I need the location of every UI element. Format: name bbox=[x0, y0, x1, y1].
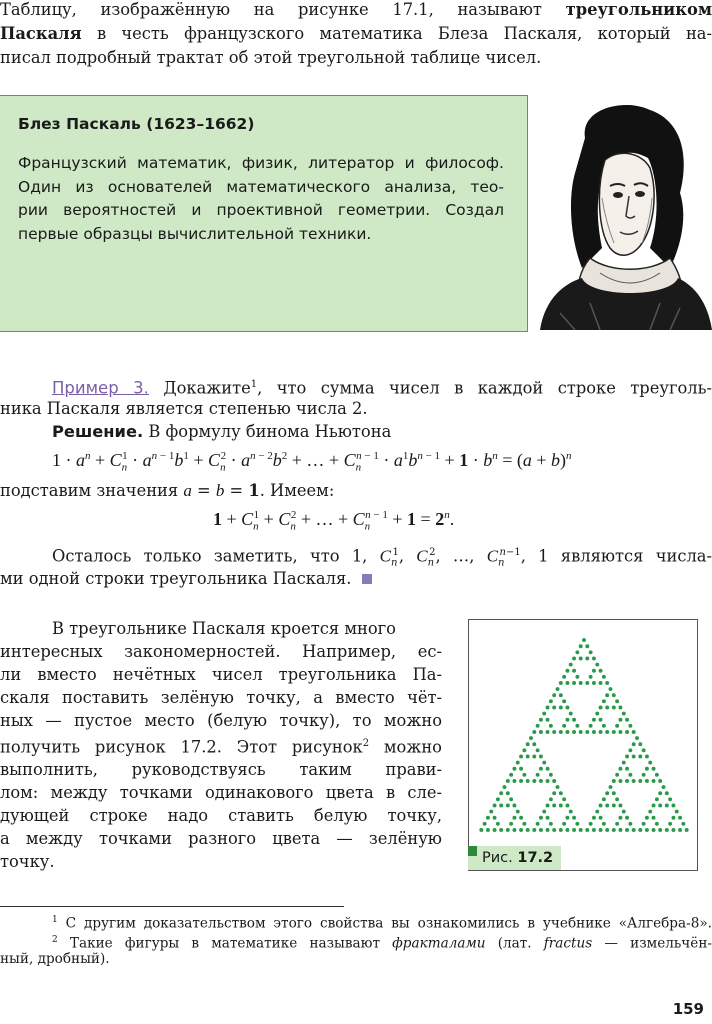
fractal-dot bbox=[519, 828, 523, 832]
fractal-dot bbox=[685, 828, 689, 832]
fractal-dot bbox=[599, 669, 603, 673]
fractal-dot bbox=[489, 810, 493, 814]
fractal-dot bbox=[532, 742, 536, 746]
biography-line: Французский математик, физик, литератор и философ. bbox=[18, 154, 504, 172]
fractal-dot bbox=[479, 828, 483, 832]
fractal-dot bbox=[615, 773, 619, 777]
fractal-dot bbox=[572, 718, 576, 722]
fractal-dot bbox=[565, 803, 569, 807]
fractal-dot bbox=[542, 810, 546, 814]
fractal-dot bbox=[638, 754, 642, 758]
fractal-dot bbox=[592, 816, 596, 820]
fractal-dot bbox=[562, 699, 566, 703]
fractal-dot bbox=[509, 797, 513, 801]
fractal-dot bbox=[579, 681, 583, 685]
pascal-portrait-icon bbox=[530, 98, 712, 330]
fractal-dot bbox=[602, 675, 606, 679]
fractal-dot bbox=[549, 724, 553, 728]
fractal-dot bbox=[671, 816, 675, 820]
fractal-dot bbox=[575, 724, 579, 728]
solution-line: Решение. В формулу бинома Ньютона bbox=[52, 422, 392, 441]
body-line: ных — пустое место (белую точку), то можно bbox=[0, 711, 442, 730]
fractal-dot bbox=[546, 705, 550, 709]
sum-formula: $1 + C_n^1 + C_n^2$ + … + $C_n^{n - 1} + 1 = 2^n$. bbox=[213, 509, 455, 533]
fractal-dot bbox=[503, 785, 507, 789]
fractal-dot bbox=[483, 822, 487, 826]
fractal-dot bbox=[642, 748, 646, 752]
fractal-dot bbox=[539, 754, 543, 758]
fractal-dot bbox=[632, 742, 636, 746]
fractal-dot bbox=[572, 681, 576, 685]
fractal-dot bbox=[665, 803, 669, 807]
fractal-dot bbox=[585, 828, 589, 832]
body-line: ли вместо нечётных чисел треугольника Па- bbox=[0, 665, 442, 684]
fractal-dot bbox=[589, 675, 593, 679]
fractal-dot bbox=[632, 754, 636, 758]
fractal-dot bbox=[582, 638, 586, 642]
fractal-dot bbox=[536, 724, 540, 728]
fractal-dot bbox=[499, 828, 503, 832]
fractal-dot bbox=[539, 816, 543, 820]
fractal-dot bbox=[549, 822, 553, 826]
fractal-dot bbox=[678, 816, 682, 820]
fractal-dot bbox=[652, 828, 656, 832]
fractal-dot bbox=[612, 693, 616, 697]
body-line: выполнить, руководствуясь таким прави- bbox=[0, 760, 442, 780]
fractal-dot bbox=[612, 730, 616, 734]
fractal-dot bbox=[575, 650, 579, 654]
fractal-dot bbox=[532, 754, 536, 758]
fractal-dot bbox=[546, 779, 550, 783]
fractal-dot bbox=[625, 828, 629, 832]
fractal-dot bbox=[648, 810, 652, 814]
fractal-dot bbox=[618, 718, 622, 722]
footnote-2-continued: ный, дробный). bbox=[0, 951, 110, 967]
fractal-dot bbox=[565, 816, 569, 820]
fractal-dot bbox=[559, 730, 563, 734]
fractal-dot bbox=[652, 779, 656, 783]
fractal-dot bbox=[599, 828, 603, 832]
fractal-dot bbox=[658, 828, 662, 832]
fractal-dot bbox=[552, 730, 556, 734]
fractal-dot bbox=[625, 816, 629, 820]
fractal-dot bbox=[549, 797, 553, 801]
fractal-dot bbox=[618, 816, 622, 820]
fractal-dot bbox=[522, 822, 526, 826]
fractal-dot bbox=[526, 779, 530, 783]
fractal-dot bbox=[655, 773, 659, 777]
fractal-dot bbox=[499, 791, 503, 795]
body-line: В треугольнике Паскаля кроется много bbox=[52, 619, 396, 638]
fractal-dot bbox=[559, 693, 563, 697]
fractal-dot bbox=[516, 761, 520, 765]
fractal-dot bbox=[602, 699, 606, 703]
fractal-dot bbox=[516, 810, 520, 814]
fractal-dot bbox=[605, 828, 609, 832]
figure-caption: Рис. 17.2 bbox=[468, 846, 561, 870]
page-number: 159 bbox=[672, 1000, 704, 1018]
fractal-dot bbox=[602, 724, 606, 728]
example-line-1: Пример 3. Докажите$^1$, что сумма чисел в каждой строке треуголь- bbox=[52, 378, 712, 398]
fractal-dot bbox=[632, 779, 636, 783]
fractal-dot bbox=[678, 828, 682, 832]
fractal-dot bbox=[575, 822, 579, 826]
fractal-dot bbox=[552, 803, 556, 807]
fractal-dot bbox=[605, 730, 609, 734]
fractal-dot bbox=[628, 748, 632, 752]
fractal-dot bbox=[512, 803, 516, 807]
example-line-2: ника Паскаля является степенью числа 2. bbox=[0, 399, 368, 418]
fractal-dot bbox=[575, 675, 579, 679]
fractal-dot bbox=[645, 767, 649, 771]
fractal-dot bbox=[546, 718, 550, 722]
body-paragraph bbox=[0, 617, 442, 873]
fractal-dot bbox=[499, 803, 503, 807]
fractal-dot bbox=[579, 730, 583, 734]
fractal-dot bbox=[615, 699, 619, 703]
footnote-ref-2: 2 bbox=[362, 738, 370, 749]
fractal-dot bbox=[509, 822, 513, 826]
fractal-dot bbox=[569, 712, 573, 716]
fractal-dot bbox=[612, 803, 616, 807]
fractal-dot bbox=[662, 785, 666, 789]
fractal-dot bbox=[539, 828, 543, 832]
fractal-dot bbox=[565, 681, 569, 685]
fractal-dot bbox=[671, 828, 675, 832]
fractal-dot bbox=[658, 791, 662, 795]
fractal-dot bbox=[681, 822, 685, 826]
footnote-rule bbox=[0, 906, 344, 907]
fractal-dot bbox=[595, 663, 599, 667]
fractal-dot bbox=[532, 730, 536, 734]
fractal-dot bbox=[618, 767, 622, 771]
fractal-dot bbox=[602, 797, 606, 801]
fractal-dot bbox=[592, 669, 596, 673]
fractal-dot bbox=[526, 828, 530, 832]
substitute-line: подставим значения a = b = 1. Имеем: bbox=[0, 481, 335, 500]
solution-label: Решение. bbox=[52, 422, 144, 441]
fractal-dot bbox=[599, 718, 603, 722]
fractal-dot bbox=[625, 754, 629, 758]
fractal-dot bbox=[655, 797, 659, 801]
fractal-dot bbox=[595, 712, 599, 716]
fractal-dot bbox=[599, 730, 603, 734]
fractal-dot bbox=[592, 718, 596, 722]
fractal-dot bbox=[658, 803, 662, 807]
fractal-dot bbox=[506, 803, 510, 807]
biography-line: рии вероятностей и проективной геометрии. Создал bbox=[18, 201, 504, 219]
binomial-formula: $1 \cdot a^n + C_n^1 \cdot a^{n - 1}b^1 + C_n^2 \cdot a^{n - 2}b^2$ + … + $C_n^{n - 1} \cdot a^1b^{n - 1} + 1 \cdot b^n = (a + b)^n$ bbox=[52, 450, 572, 474]
fractal-dot bbox=[625, 779, 629, 783]
conclusion-line-1: Осталось только заметить, что 1, $C_n^1$, $C_n^2$, …, $C_n^{n-1}$, 1 являются числа- bbox=[52, 546, 712, 569]
fractal-dot bbox=[609, 687, 613, 691]
fractal-dot bbox=[605, 693, 609, 697]
body-line: точку. bbox=[0, 852, 55, 872]
fractal-dot bbox=[486, 828, 490, 832]
fractal-dot bbox=[512, 828, 516, 832]
fractal-dot bbox=[618, 828, 622, 832]
fractal-dot bbox=[648, 761, 652, 765]
fractal-dot bbox=[632, 828, 636, 832]
fractal-dot bbox=[655, 822, 659, 826]
fractal-dot bbox=[668, 822, 672, 826]
fractal-dot bbox=[612, 791, 616, 795]
fractal-dot bbox=[569, 663, 573, 667]
fractal-dot bbox=[618, 730, 622, 734]
fractal-dot bbox=[519, 816, 523, 820]
fractal-dot bbox=[645, 828, 649, 832]
fractal-dot bbox=[493, 803, 497, 807]
fractal-dot bbox=[592, 828, 596, 832]
fractal-dot bbox=[572, 669, 576, 673]
fractal-dot bbox=[519, 754, 523, 758]
fractal-dot bbox=[668, 797, 672, 801]
fractal-dot bbox=[609, 785, 613, 789]
fractal-dot bbox=[595, 810, 599, 814]
fractal-dot bbox=[605, 705, 609, 709]
fractal-dot bbox=[592, 656, 596, 660]
fractal-dot bbox=[615, 724, 619, 728]
fractal-dot bbox=[552, 693, 556, 697]
fractal-dot bbox=[585, 681, 589, 685]
fractal-dot bbox=[552, 779, 556, 783]
fractal-dot bbox=[556, 687, 560, 691]
footnote-1: $^1$ С другим доказательством этого свойства вы ознакомились в учебнике «Алгебра-8». bbox=[52, 915, 712, 932]
fractal-dot bbox=[625, 718, 629, 722]
fractal-dot bbox=[599, 816, 603, 820]
fractal-dot bbox=[493, 828, 497, 832]
fractal-dot bbox=[625, 730, 629, 734]
intro-line-2: Паскаля в честь французского математика Блеза Паскаля, который на- bbox=[0, 24, 712, 43]
body-line: интересных закономерностей. Например, ес- bbox=[0, 642, 442, 661]
fractal-dot bbox=[562, 724, 566, 728]
fractal-dot bbox=[536, 773, 540, 777]
fractal-dot bbox=[652, 803, 656, 807]
fractal-dot bbox=[529, 736, 533, 740]
fractal-dot bbox=[589, 822, 593, 826]
fractal-dot bbox=[552, 705, 556, 709]
footnote-2: $^2$ Такие фигуры в математике называют фракталами (лат. fractus — измельчён- bbox=[52, 935, 712, 952]
fractal-dot bbox=[486, 816, 490, 820]
biography-line: Один из основателей математического анализа, тео- bbox=[18, 177, 504, 196]
fractal-dot bbox=[536, 822, 540, 826]
conclusion-line-2: ми одной строки треугольника Паскаля. bbox=[0, 567, 372, 590]
fractal-dot bbox=[512, 767, 516, 771]
fractal-dot bbox=[658, 779, 662, 783]
fractal-dot bbox=[559, 705, 563, 709]
fractal-dot bbox=[605, 791, 609, 795]
fractal-dot bbox=[539, 779, 543, 783]
fractal-dot bbox=[519, 767, 523, 771]
fractal-dot bbox=[512, 779, 516, 783]
fractal-dot bbox=[638, 742, 642, 746]
fractal-dot bbox=[546, 816, 550, 820]
fractal-dot bbox=[546, 730, 550, 734]
figure-caption-marker bbox=[468, 846, 477, 856]
fractal-dot bbox=[652, 816, 656, 820]
fractal-dot bbox=[526, 754, 530, 758]
biography-text bbox=[18, 152, 504, 246]
fractal-dot bbox=[628, 773, 632, 777]
fractal-dot bbox=[572, 730, 576, 734]
fractal-dot bbox=[579, 828, 583, 832]
fractal-dot bbox=[496, 822, 500, 826]
fractal-dot bbox=[546, 767, 550, 771]
sierpinski-triangle-figure bbox=[478, 637, 690, 833]
fractal-dot bbox=[605, 681, 609, 685]
fractal-dot bbox=[549, 773, 553, 777]
fractal-dot bbox=[612, 828, 616, 832]
fractal-dot bbox=[618, 779, 622, 783]
fractal-dot bbox=[546, 803, 550, 807]
fractal-dot bbox=[599, 803, 603, 807]
body-line: скаля поставить зелёную точку, а вместо чёт- bbox=[0, 688, 442, 707]
fractal-dot bbox=[512, 816, 516, 820]
fractal-dot bbox=[539, 730, 543, 734]
fractal-dot bbox=[599, 705, 603, 709]
fractal-dot bbox=[506, 828, 510, 832]
fractal-dot bbox=[559, 828, 563, 832]
fractal-dot bbox=[539, 767, 543, 771]
fractal-dot bbox=[565, 705, 569, 709]
fractal-dot bbox=[665, 828, 669, 832]
fractal-dot bbox=[618, 705, 622, 709]
fractal-dot bbox=[546, 828, 550, 832]
fractal-dot bbox=[645, 816, 649, 820]
fractal-dot bbox=[628, 822, 632, 826]
fractal-dot bbox=[625, 767, 629, 771]
fractal-dot bbox=[572, 816, 576, 820]
fractal-dot bbox=[618, 803, 622, 807]
footnote-ref-1: 1 bbox=[250, 379, 258, 390]
fractal-dot bbox=[585, 656, 589, 660]
fractal-dot bbox=[506, 791, 510, 795]
fractal-dot bbox=[552, 828, 556, 832]
fractal-dot bbox=[605, 803, 609, 807]
biography-line: первые образцы вычислительной техники. bbox=[18, 224, 372, 243]
fractal-dot bbox=[519, 779, 523, 783]
fractal-dot bbox=[562, 822, 566, 826]
fractal-dot bbox=[632, 730, 636, 734]
fractal-dot bbox=[638, 779, 642, 783]
fractal-dot bbox=[628, 724, 632, 728]
fractal-dot bbox=[509, 773, 513, 777]
fractal-dot bbox=[612, 705, 616, 709]
fractal-dot bbox=[565, 730, 569, 734]
fractal-dot bbox=[542, 761, 546, 765]
fractal-dot bbox=[565, 669, 569, 673]
fractal-dot bbox=[585, 730, 589, 734]
fractal-dot bbox=[645, 754, 649, 758]
fractal-dot bbox=[675, 810, 679, 814]
fractal-dot bbox=[569, 810, 573, 814]
fractal-dot bbox=[589, 650, 593, 654]
fractal-dot bbox=[652, 767, 656, 771]
fractal-dot bbox=[572, 656, 576, 660]
fractal-dot bbox=[539, 718, 543, 722]
fractal-dot bbox=[589, 724, 593, 728]
fractal-dot bbox=[622, 761, 626, 765]
fractal-dot bbox=[522, 748, 526, 752]
fractal-dot bbox=[642, 773, 646, 777]
fractal-dot bbox=[559, 791, 563, 795]
fractal-dot bbox=[615, 797, 619, 801]
fractal-dot bbox=[536, 748, 540, 752]
fractal-dot bbox=[565, 718, 569, 722]
fractal-dot bbox=[526, 742, 530, 746]
fractal-dot bbox=[542, 712, 546, 716]
biography-title: Блез Паскаль (1623–1662) bbox=[18, 115, 255, 133]
fractal-dot bbox=[572, 828, 576, 832]
fractal-dot bbox=[559, 803, 563, 807]
fractal-dot bbox=[645, 779, 649, 783]
fractal-dot bbox=[532, 828, 536, 832]
fractal-dot bbox=[549, 699, 553, 703]
fractal-dot bbox=[671, 803, 675, 807]
example-label: Пример 3. bbox=[52, 378, 149, 398]
fractal-dot bbox=[599, 681, 603, 685]
fractal-dot bbox=[642, 822, 646, 826]
fractal-dot bbox=[622, 712, 626, 716]
fractal-dot bbox=[562, 675, 566, 679]
fractal-dot bbox=[615, 822, 619, 826]
fractal-dot bbox=[592, 681, 596, 685]
fractal-dot bbox=[496, 797, 500, 801]
fractal-dot bbox=[612, 779, 616, 783]
fractal-dot bbox=[665, 791, 669, 795]
fractal-dot bbox=[552, 791, 556, 795]
fractal-dot bbox=[506, 779, 510, 783]
body-line: а между точками разного цвета — зелёную bbox=[0, 829, 442, 849]
intro-line-3: писал подробный трактат об этой треугольной таблице чисел. bbox=[0, 48, 542, 67]
intro-line-1: Таблицу, изображённую на рисунке 17.1, называют треугольником bbox=[0, 0, 712, 19]
body-line: дующей строке надо ставить белую точку, bbox=[0, 806, 442, 826]
fractal-dot bbox=[592, 730, 596, 734]
fractal-dot bbox=[579, 656, 583, 660]
fractal-dot bbox=[559, 681, 563, 685]
fractal-dot bbox=[556, 785, 560, 789]
fractal-dot bbox=[565, 828, 569, 832]
fractal-dot bbox=[562, 797, 566, 801]
fractal-dot bbox=[602, 822, 606, 826]
fractal-dot bbox=[522, 773, 526, 777]
end-of-proof-square bbox=[362, 574, 372, 584]
body-line: получить рисунок 17.2. Этот рисунок$^2$ можно bbox=[0, 737, 442, 757]
fractal-dot bbox=[579, 644, 583, 648]
fractal-dot bbox=[638, 828, 642, 832]
fractal-dot bbox=[622, 810, 626, 814]
fractal-dot bbox=[493, 816, 497, 820]
fractal-dot bbox=[585, 644, 589, 648]
fractal-dot bbox=[635, 736, 639, 740]
body-line: лом: между точками одинакового цвета в сле- bbox=[0, 783, 442, 803]
fractal-dot bbox=[532, 779, 536, 783]
